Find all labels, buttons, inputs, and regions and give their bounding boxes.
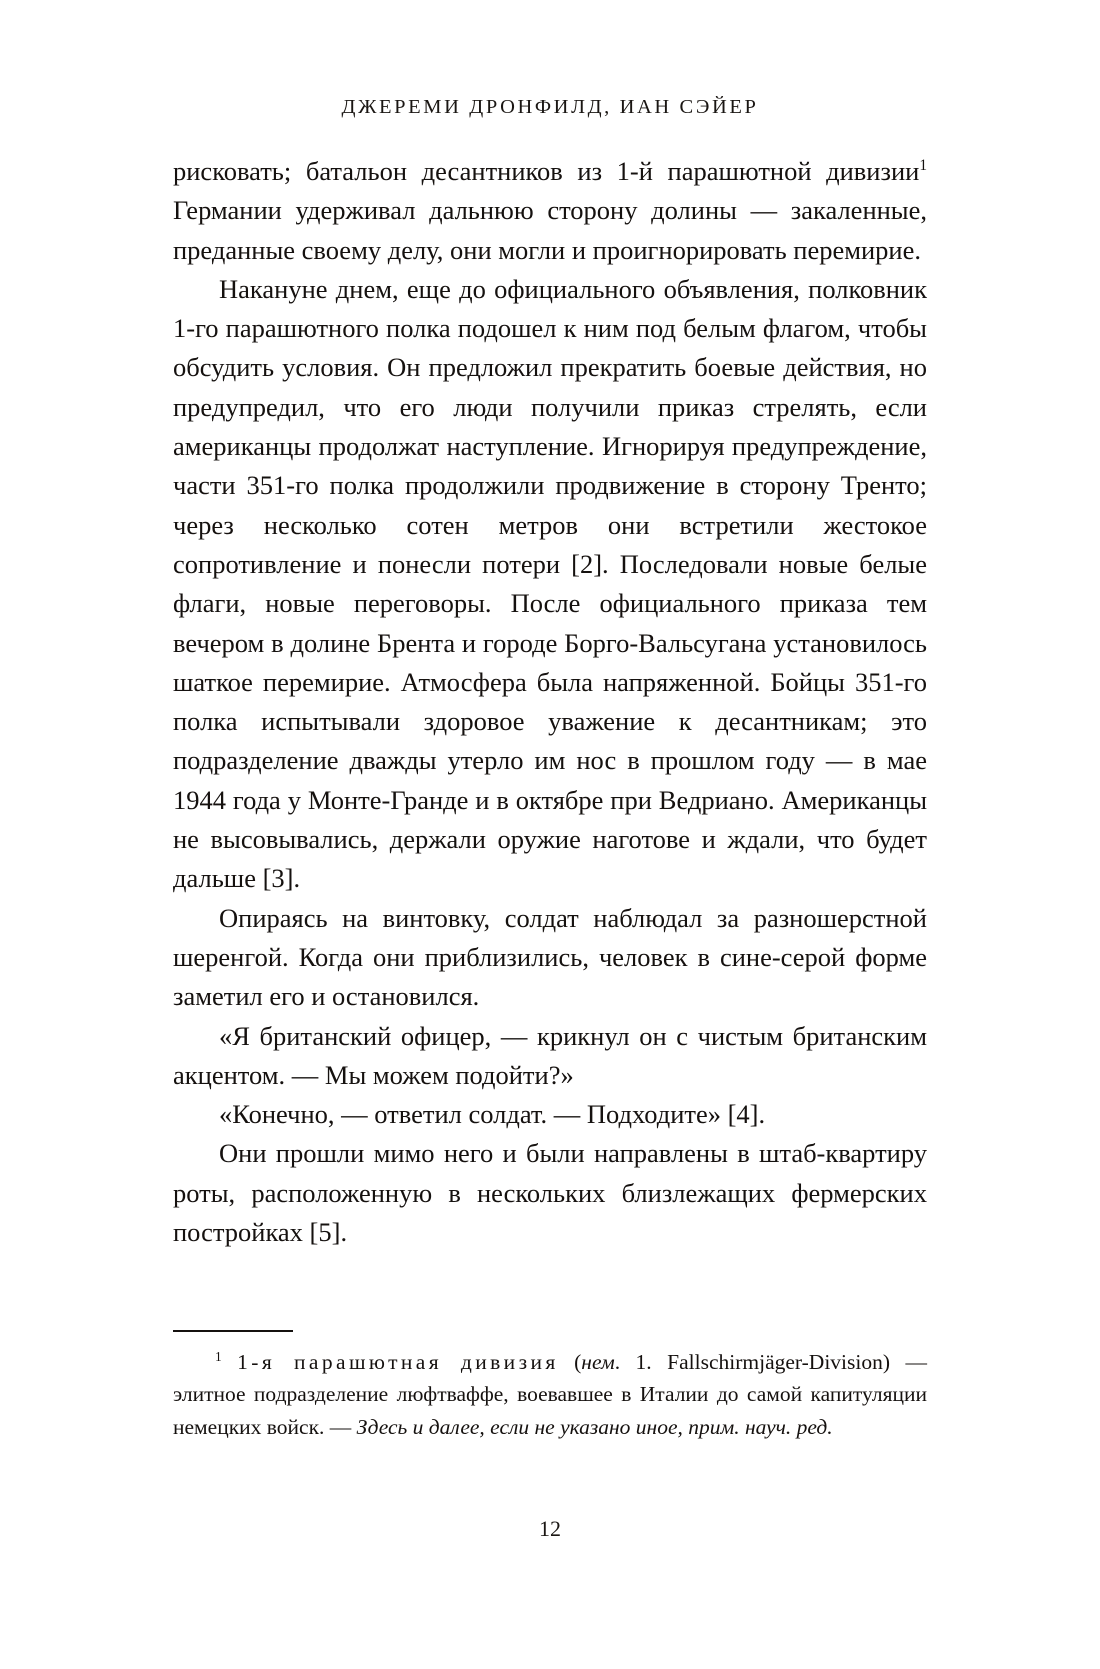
paragraph-6: Они прошли мимо него и были направлены в штаб-квартиру роты, расположенную в нескольких близлежащих фермерских постройках [5]. (173, 1138, 927, 1248)
paragraph-1 (173, 152, 927, 270)
paragraph-1-text-after-footnote-marker: Германии удерживал дальнюю сторону долины — закаленные, преданные своему делу, они могли и проигнорировать перемирие. (173, 195, 927, 265)
paragraph-5-dialogue: «Конечно, — ответил солдат. — Подходите» [4]. (219, 1099, 766, 1130)
footnote-separator-rule (173, 1330, 293, 1332)
footnote-language-abbrev: нем (581, 1350, 615, 1374)
footnote-term: 1-я парашютная дивизия (237, 1350, 559, 1374)
running-header: ДЖЕРЕМИ ДРОНФИЛД, ИАН СЭЙЕР (341, 96, 759, 118)
footnote-reference-marker[interactable]: 1 (919, 157, 927, 175)
footnote-open-paren: ( (558, 1350, 582, 1374)
footnote-area (173, 1330, 927, 1443)
footnote-editor-note: Здесь и далее, если не указано иное, прим. науч. ред. (356, 1414, 833, 1439)
footnote-1 (173, 1346, 927, 1443)
paragraph-4-dialogue: «Я британский офицер, — крикнул он с чистым британским акцентом. — Мы можем подойти?» (173, 1020, 927, 1090)
paragraph-1-text-before-footnote-marker: рисковать; батальон десантников из 1-й парашютной дивизии (173, 156, 920, 186)
footnote-latin-name: . 1. Fallschirmjäger-Division) (614, 1350, 891, 1374)
footnote-description: — элитное подразделение люфтваффе, воевавшее в Италии до самой капитуляции немецких войск. — (173, 1350, 927, 1439)
paragraph-2: Накануне днем, еще до официального объявления, полковник 1-го парашютного полка подошел к ним под белым флагом, чтобы обсудить условия. Он предложил прекратить боевые действия, но предупредил, что его люди получили приказ стрелять, если американцы продолжат наступление. Игнорируя предупреждение, части 351-го полка продолжили продвижение в сторону Тренто; через несколько сотен метров они встретили жестокое сопротивление и понесли потери [2]. Последовали новые белые флаги, новые переговоры. После официального приказа тем вечером в долине Брента и городе Борго-Вальсугана установилось шаткое перемирие. Атмосфера была напряженной. Бойцы 351-го полка испытывали здоровое уважение к десантникам; это подразделение дважды утерло им нос в прошлом году — в мае 1944 года у Монте-Гранде и в октябре при Ведриано. Американцы не высовывались, держали оружие наготове и ждали, что будет дальше [3]. (173, 273, 927, 894)
page-number: 12 (539, 1516, 561, 1541)
footnote-number: 1 (215, 1348, 222, 1364)
body-text-block (173, 152, 927, 1252)
paragraph-3: Опираясь на винтовку, солдат наблюдал за разношерстной шеренгой. Когда они приблизились, человек в сине-серой форме заметил его и остановился. (173, 902, 927, 1012)
